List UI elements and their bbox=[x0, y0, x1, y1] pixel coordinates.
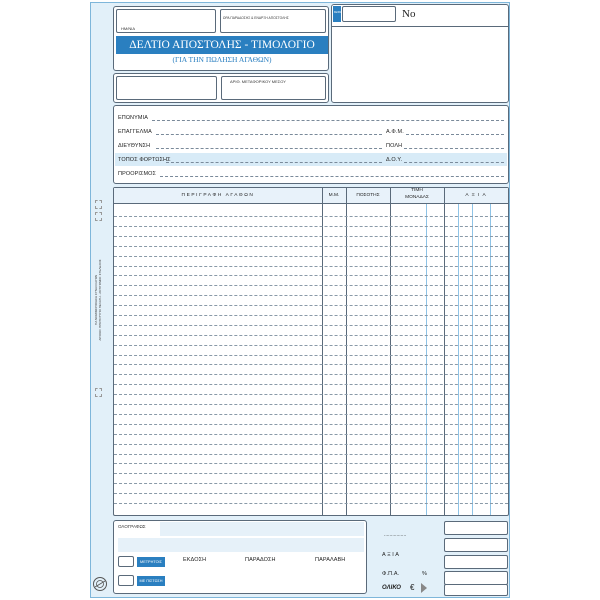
item-row-line[interactable] bbox=[114, 374, 508, 375]
item-row-line[interactable] bbox=[114, 404, 508, 405]
series-label: ΣΕΙΡΑ bbox=[334, 11, 342, 14]
vat-label: Φ.Π.Α. bbox=[382, 571, 400, 577]
col-value-header: Α Ξ Ι Α bbox=[465, 193, 487, 198]
item-row-line[interactable] bbox=[114, 275, 508, 276]
aux-field[interactable] bbox=[116, 76, 217, 100]
customer-profession-line[interactable] bbox=[156, 134, 382, 135]
item-row-line[interactable] bbox=[114, 424, 508, 425]
item-row-line[interactable] bbox=[114, 444, 508, 445]
col-unit-header: Μ.Μ. bbox=[328, 193, 340, 198]
total-box-1[interactable] bbox=[444, 521, 508, 535]
col-divider-cents-2 bbox=[490, 204, 491, 515]
value-box[interactable] bbox=[444, 555, 508, 569]
item-row-line[interactable] bbox=[114, 463, 508, 464]
col-divider-3 bbox=[390, 188, 391, 515]
customer-box bbox=[113, 105, 509, 184]
vat-box[interactable] bbox=[444, 571, 508, 585]
dots-line: ................ bbox=[384, 532, 407, 538]
col-unit-price-header-1: ΤΙΜΗ bbox=[411, 188, 423, 193]
customer-city-line[interactable] bbox=[404, 148, 504, 149]
item-row-line[interactable] bbox=[114, 414, 508, 415]
item-row-line[interactable] bbox=[114, 285, 508, 286]
tax-office-line[interactable] bbox=[404, 162, 504, 163]
item-row-line[interactable] bbox=[114, 503, 508, 504]
item-row-line[interactable] bbox=[114, 305, 508, 306]
side-note-line-2: ΑΡΧΙΚΟ: ΠΡΩΤΟΤΥΠΟ ΠΕΛΑΤΗ - ΑΝΤΙΓΡΑΦΟ: ΣΤΕΛΕΧΟΣ bbox=[98, 259, 102, 341]
currency-symbol: € bbox=[410, 583, 415, 592]
receipt-label: ΠΑΡΑΛΑΒΗ bbox=[315, 557, 346, 563]
customer-name-line[interactable] bbox=[152, 120, 504, 121]
series-badge bbox=[333, 6, 341, 22]
loading-place-label: ΤΟΠΟΣ ΦΟΡΤΩΣΗΣ bbox=[118, 157, 171, 163]
credit-label: ΜΕ ΠΙΣΤΩΣΗ bbox=[137, 576, 165, 586]
dispatch-time-field[interactable] bbox=[220, 9, 326, 33]
item-row-line[interactable] bbox=[114, 295, 508, 296]
item-row-line[interactable] bbox=[114, 216, 508, 217]
col-divider-1 bbox=[322, 188, 323, 515]
side-marker-top bbox=[95, 200, 102, 209]
loading-place-line[interactable] bbox=[166, 162, 382, 163]
issue-signature[interactable] bbox=[172, 566, 228, 592]
delivery-signature[interactable] bbox=[234, 566, 294, 592]
customer-city-label: ΠΟΛΗ bbox=[386, 143, 403, 149]
customer-profession-label: ΕΠΑΓΓΕΛΜΑ bbox=[118, 129, 152, 135]
item-row-line[interactable] bbox=[114, 483, 508, 484]
customer-name-label: ΕΠΩΝΥΜΙΑ bbox=[118, 115, 148, 121]
item-row-line[interactable] bbox=[114, 266, 508, 267]
col-divider-cents-1 bbox=[426, 204, 427, 515]
in-words-label: ΟΛΟΓΡΑΦΩΣ bbox=[118, 524, 146, 529]
cash-label: ΜΕΤΡΗΤΟΙΣ bbox=[137, 557, 165, 567]
vat-percent: % bbox=[422, 571, 427, 577]
item-row-line[interactable] bbox=[114, 226, 508, 227]
number-label: Νο bbox=[402, 8, 416, 20]
destination-label: ΠΡΟΟΡΙΣΜΟΣ bbox=[118, 171, 157, 177]
customer-vat-line[interactable] bbox=[406, 134, 504, 135]
item-row-line[interactable] bbox=[114, 325, 508, 326]
number-divider bbox=[331, 26, 509, 27]
item-row-line[interactable] bbox=[114, 364, 508, 365]
vehicle-field[interactable] bbox=[221, 76, 326, 100]
delivery-label: ΠΑΡΑΔΟΣΗ bbox=[245, 557, 276, 563]
item-row-line[interactable] bbox=[114, 384, 508, 385]
series-field[interactable] bbox=[342, 6, 396, 22]
vehicle-label: ΑΡΙΘ. ΜΕΤΑΦΟΡΙΚΟΥ ΜΕΣΟΥ bbox=[230, 79, 286, 84]
item-row-line[interactable] bbox=[114, 394, 508, 395]
destination-line[interactable] bbox=[160, 176, 504, 177]
item-row-line[interactable] bbox=[114, 434, 508, 435]
in-words-field[interactable] bbox=[160, 522, 364, 536]
item-row-line[interactable] bbox=[114, 246, 508, 247]
item-row-line[interactable] bbox=[114, 236, 508, 237]
date-label: ΗΜ/ΝΙΑ bbox=[121, 26, 135, 31]
col-quantity-header: ΠΟΣΟΤΗΣ bbox=[356, 193, 380, 198]
side-marker-bottom bbox=[95, 388, 102, 397]
dispatch-time-label: ΩΡΑ ΠΑΡΑΔΟΣΗΣ & ΕΝΑΡΞΗ ΑΠΟΣΤΟΛΗΣ bbox=[223, 16, 289, 20]
total-box-2[interactable] bbox=[444, 538, 508, 552]
item-row-line[interactable] bbox=[114, 256, 508, 257]
item-row-line[interactable] bbox=[114, 345, 508, 346]
item-row-line[interactable] bbox=[114, 454, 508, 455]
loading-highlight bbox=[115, 153, 507, 166]
item-row-line[interactable] bbox=[114, 473, 508, 474]
document-subtitle: (ΓΙΑ ΤΗΝ ΠΩΛΗΣΗ ΑΓΑΘΩΝ) bbox=[172, 55, 272, 64]
item-row-line[interactable] bbox=[114, 355, 508, 356]
cash-checkbox[interactable] bbox=[118, 556, 134, 567]
item-row-line[interactable] bbox=[114, 335, 508, 336]
in-words-field-2[interactable] bbox=[118, 538, 364, 552]
col-divider-value-1 bbox=[458, 204, 459, 515]
date-field[interactable] bbox=[116, 9, 216, 33]
issue-label: ΕΚΔΟΣΗ bbox=[183, 557, 207, 563]
credit-checkbox[interactable] bbox=[118, 575, 134, 586]
receipt-signature[interactable] bbox=[300, 566, 362, 592]
value-label: ΑΞΙΑ bbox=[382, 552, 401, 558]
col-unit-price-header-2: ΜΟΝΑΔΑΣ bbox=[405, 195, 429, 200]
col-divider-value-2 bbox=[472, 204, 473, 515]
col-divider-2 bbox=[346, 188, 347, 515]
customer-address-label: ΔΙΕΥΘΥΝΣΗ bbox=[118, 143, 151, 149]
customer-address-line[interactable] bbox=[156, 148, 382, 149]
total-label: ΟΛΙΚΟ bbox=[382, 585, 401, 591]
side-note-line-1: ΓΙΑ ΝΟΜΙΜΟΠΟΙΗΣΗ ΣΥΝΑΛΛΑΓΩΝ bbox=[94, 274, 98, 326]
customer-vat-label: Α.Φ.Μ. bbox=[386, 129, 404, 135]
col-description-header: ΠΕΡΙΓΡΑΦΗ ΑΓΑΘΩΝ bbox=[181, 193, 255, 198]
item-row-line[interactable] bbox=[114, 315, 508, 316]
grand-total-box[interactable] bbox=[444, 584, 508, 596]
item-row-line[interactable] bbox=[114, 493, 508, 494]
document-title: ΔΕΛΤΙΟ ΑΠΟΣΤΟΛΗΣ - ΤΙΜΟΛΟΓΙΟ bbox=[116, 36, 328, 54]
printer-logo-icon bbox=[92, 576, 108, 592]
tax-office-label: Δ.Ο.Υ. bbox=[386, 157, 403, 163]
total-arrow-icon bbox=[421, 583, 427, 593]
col-divider-4 bbox=[444, 188, 445, 515]
